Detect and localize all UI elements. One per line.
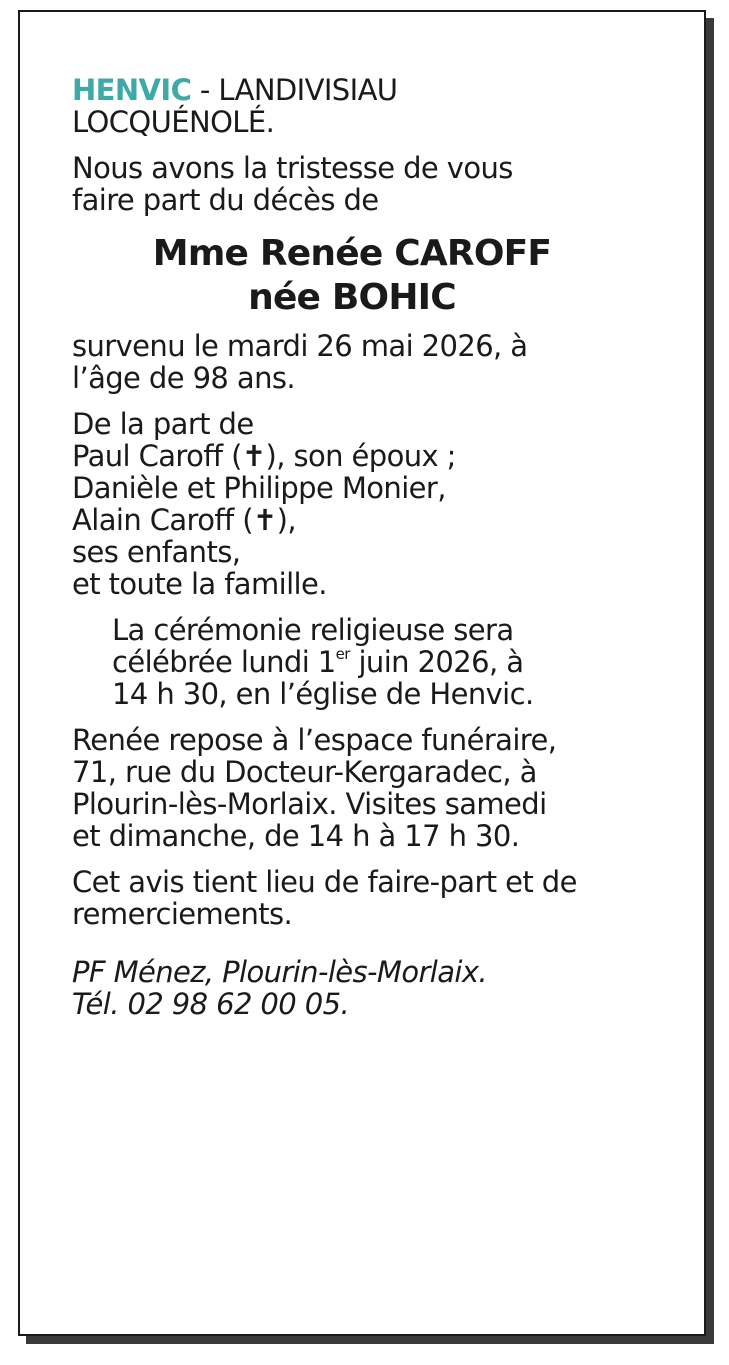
funeral-home-phone: Tél. 02 98 62 00 05.: [72, 987, 350, 1021]
cross-icon: ✝: [252, 503, 277, 537]
cross-icon: ✝: [241, 439, 266, 473]
ceremony-line1: La cérémonie religieuse sera: [112, 613, 514, 647]
funeral-home: [72, 956, 632, 1020]
intro-line1: Nous avons la tristesse de vous: [72, 151, 513, 185]
family-member-2: Danièle et Philippe Monier,: [72, 471, 446, 505]
intro-text: [72, 152, 632, 216]
death-line1: survenu le mardi 26 mai 2026, à: [72, 329, 528, 363]
header-rest: - LANDIVISIAU: [191, 73, 398, 107]
deceased-birth-name: née BOHIC: [248, 277, 456, 318]
rest-line2: 71, rue du Docteur-Kergaradec, à: [72, 755, 537, 789]
ceremony-line2: célébrée lundi 1er juin 2026, à: [112, 645, 524, 679]
death-line2: l’âge de 98 ans.: [72, 361, 295, 395]
family-member-1: Paul Caroff (✝), son époux ;: [72, 439, 456, 473]
header-locations: [72, 74, 632, 138]
ordinal-superscript: er: [335, 645, 350, 663]
obituary-content: [72, 74, 632, 1034]
header-city: HENVIC: [72, 73, 192, 107]
notice-line2: remerciements.: [72, 897, 293, 931]
rest-line4: et dimanche, de 14 h à 17 h 30.: [72, 819, 520, 853]
children-label: ses enfants,: [72, 535, 241, 569]
rest-details: [72, 724, 632, 852]
intro-line2: faire part du décès de: [72, 183, 379, 217]
family-intro: De la part de: [72, 407, 254, 441]
notice-line1: Cet avis tient lieu de faire-part et de: [72, 865, 577, 899]
deceased-name: Mme Renée CAROFF: [152, 233, 552, 274]
notice-text: [72, 866, 632, 930]
death-details: [72, 330, 632, 394]
family-closing: et toute la famille.: [72, 567, 327, 601]
rest-line3: Plourin-lès-Morlaix. Visites samedi: [72, 787, 547, 821]
header-line2: LOCQUÉNOLÉ.: [72, 105, 275, 139]
family-list: [72, 408, 632, 600]
funeral-home-line1: PF Ménez, Plourin-lès-Morlaix.: [72, 955, 488, 989]
ceremony-details: [72, 614, 632, 710]
ceremony-line3: 14 h 30, en l’église de Henvic.: [112, 677, 534, 711]
rest-line1: Renée repose à l’espace funéraire,: [72, 723, 557, 757]
family-member-3: Alain Caroff (✝),: [72, 503, 296, 537]
deceased-name-block: [72, 232, 632, 320]
